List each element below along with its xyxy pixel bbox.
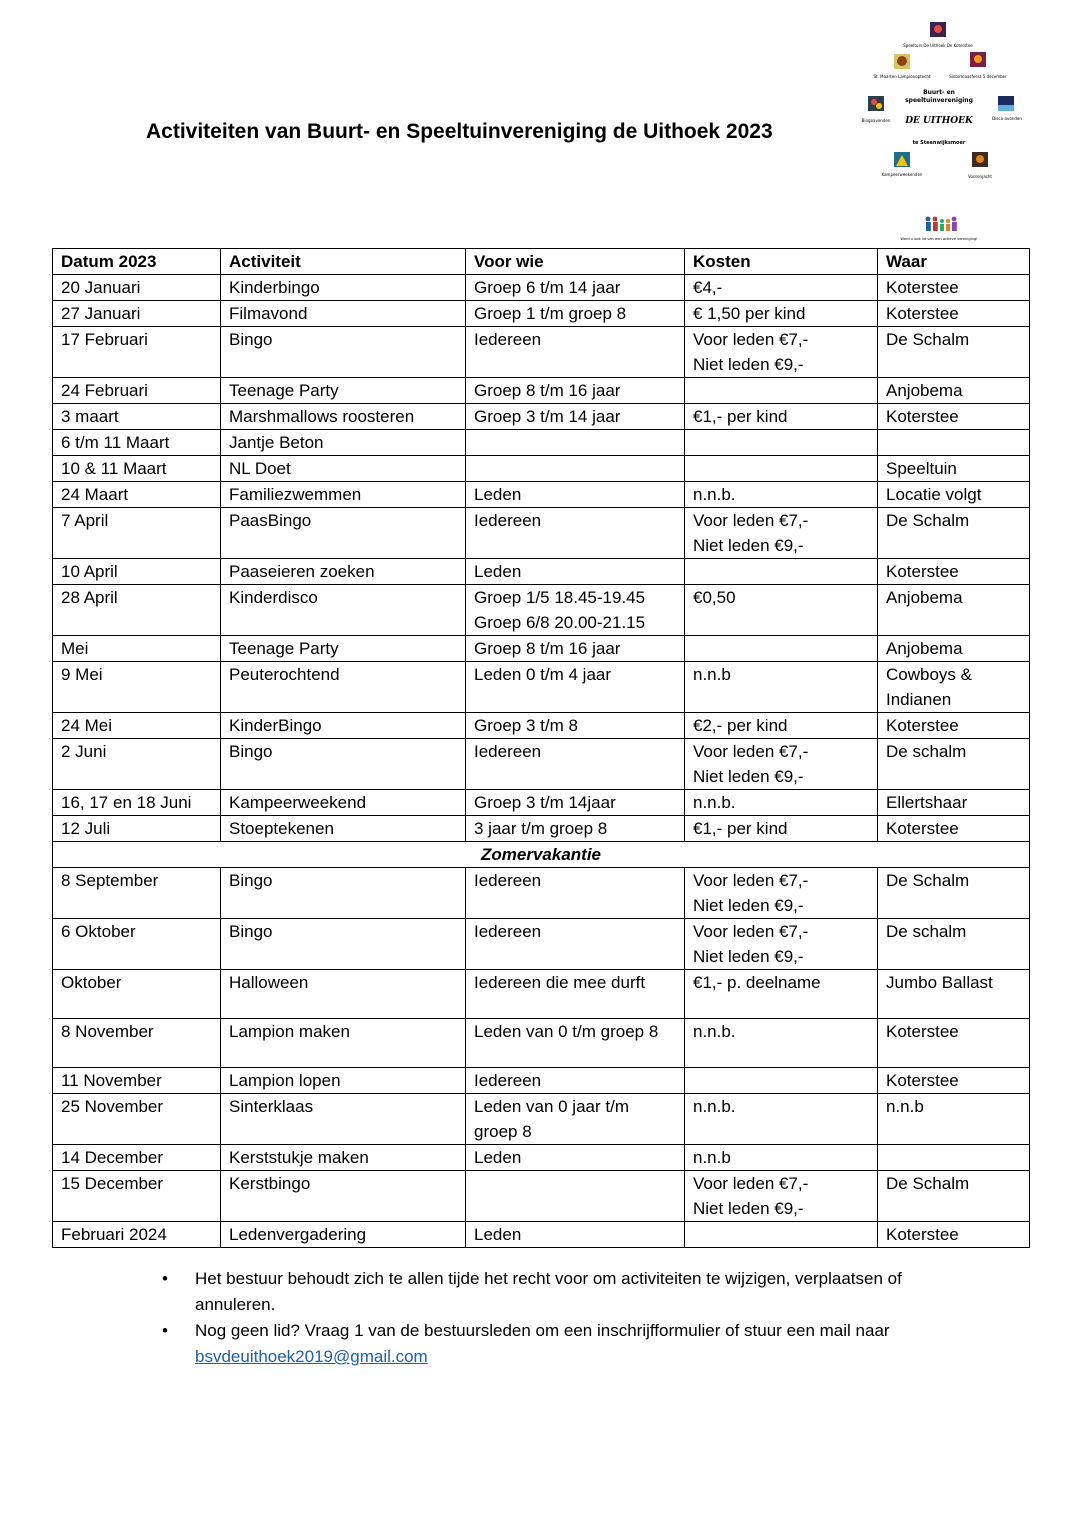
cell-location: De Schalm <box>878 868 1030 919</box>
cell-audience: Iedereen <box>466 327 685 378</box>
table-row <box>53 301 1030 327</box>
cell-audience: Groep 3 t/m 8 <box>466 713 685 739</box>
cell-date: 8 November <box>53 1019 221 1068</box>
cell-activity: Sinterklaas <box>221 1094 466 1145</box>
cell-audience: Groep 8 t/m 16 jaar <box>466 636 685 662</box>
cell-costs: Voor leden €7,- Niet leden €9,- <box>685 739 878 790</box>
cell-audience: Groep 1/5 18.45-19.45 Groep 6/8 20.00-21.15 <box>466 585 685 636</box>
cell-activity: Lampion maken <box>221 1019 466 1068</box>
cell-audience <box>466 430 685 456</box>
cell-activity: Bingo <box>221 919 466 970</box>
cell-audience: Leden <box>466 1145 685 1171</box>
cell-location: Koterstee <box>878 301 1030 327</box>
cell-costs: Voor leden €7,- Niet leden €9,- <box>685 327 878 378</box>
cell-costs: €1,- p. deelname <box>685 970 878 1019</box>
cell-costs: n.n.b. <box>685 482 878 508</box>
cell-date: 10 & 11 Maart <box>53 456 221 482</box>
cell-location: Koterstee <box>878 1222 1030 1248</box>
table-row <box>53 456 1030 482</box>
cell-costs: n.n.b. <box>685 1019 878 1068</box>
cell-activity: Kerstbingo <box>221 1171 466 1222</box>
cell-date: 24 Maart <box>53 482 221 508</box>
cell-audience: Groep 1 t/m groep 8 <box>466 301 685 327</box>
cell-date: 6 Oktober <box>53 919 221 970</box>
cell-location: De schalm <box>878 919 1030 970</box>
page-title: Activiteiten van Buurt- en Speeltuinvereniging de Uithoek 2023 <box>146 120 773 143</box>
svg-text:Buurt- en: Buurt- en <box>923 89 955 96</box>
svg-text:Word u ook lid van een actieve: Word u ook lid van een actieve vereniging! <box>900 237 978 241</box>
cell-date: 2 Juni <box>53 739 221 790</box>
cell-audience <box>466 456 685 482</box>
table-row <box>53 404 1030 430</box>
cell-location: Koterstee <box>878 559 1030 585</box>
cell-activity: Teenage Party <box>221 636 466 662</box>
cell-location: De Schalm <box>878 1171 1030 1222</box>
cell-audience <box>466 1171 685 1222</box>
table-row <box>53 430 1030 456</box>
cell-costs: Voor leden €7,- Niet leden €9,- <box>685 508 878 559</box>
table-section <box>53 842 1030 868</box>
column-header-costs: Kosten <box>685 249 878 275</box>
svg-text:Disco-avonden: Disco-avonden <box>992 116 1022 121</box>
cell-audience: Groep 3 t/m 14jaar <box>466 790 685 816</box>
cell-activity: Ledenvergadering <box>221 1222 466 1248</box>
cell-audience: Iedereen <box>466 868 685 919</box>
cell-date: 8 September <box>53 868 221 919</box>
table-row <box>53 378 1030 404</box>
cell-audience: Iedereen <box>466 739 685 790</box>
cell-location <box>878 1145 1030 1171</box>
cell-costs: Voor leden €7,- Niet leden €9,- <box>685 1171 878 1222</box>
cell-audience: Iedereen <box>466 919 685 970</box>
column-header-date: Datum 2023 <box>53 249 221 275</box>
cell-costs: Voor leden €7,- Niet leden €9,- <box>685 868 878 919</box>
cell-costs <box>685 636 878 662</box>
cell-audience: Groep 8 t/m 16 jaar <box>466 378 685 404</box>
cell-costs <box>685 456 878 482</box>
cell-date: 3 maart <box>53 404 221 430</box>
cell-location: Koterstee <box>878 404 1030 430</box>
cell-audience: Leden van 0 jaar t/m groep 8 <box>466 1094 685 1145</box>
table-row <box>53 1145 1030 1171</box>
cell-costs: €0,50 <box>685 585 878 636</box>
cell-activity: Jantje Beton <box>221 430 466 456</box>
cell-costs <box>685 378 878 404</box>
column-header-audience: Voor wie <box>466 249 685 275</box>
cell-activity: NL Doet <box>221 456 466 482</box>
cell-audience: Iedereen <box>466 1068 685 1094</box>
cell-location: Locatie volgt <box>878 482 1030 508</box>
cell-costs: n.n.b. <box>685 790 878 816</box>
table-row <box>53 327 1030 378</box>
cell-audience: Leden <box>466 559 685 585</box>
cell-activity: Stoeptekenen <box>221 816 466 842</box>
table-row <box>53 868 1030 919</box>
note-item <box>160 1318 980 1370</box>
cell-costs <box>685 1068 878 1094</box>
table-row <box>53 739 1030 790</box>
cell-audience: Leden <box>466 482 685 508</box>
cell-costs <box>685 1222 878 1248</box>
cell-location: Koterstee <box>878 1019 1030 1068</box>
cell-date: Mei <box>53 636 221 662</box>
cell-activity: Kampeerweekend <box>221 790 466 816</box>
cell-costs: n.n.b <box>685 662 878 713</box>
svg-text:te Steenwijksmoer: te Steenwijksmoer <box>912 140 966 146</box>
column-header-activity: Activiteit <box>221 249 466 275</box>
bullet-icon: • <box>162 1321 168 1340</box>
svg-text:DE UITHOEK: DE UITHOEK <box>905 116 973 126</box>
cell-costs: n.n.b. <box>685 1094 878 1145</box>
svg-text:Kampeerweekenden: Kampeerweekenden <box>881 172 923 177</box>
cell-location: Speeltuin <box>878 456 1030 482</box>
cell-date: 14 December <box>53 1145 221 1171</box>
column-header-location: Waar <box>878 249 1030 275</box>
cell-date: 24 Mei <box>53 713 221 739</box>
table-row <box>53 275 1030 301</box>
cell-audience: 3 jaar t/m groep 8 <box>466 816 685 842</box>
table-header-row <box>53 249 1030 275</box>
cell-audience: Groep 6 t/m 14 jaar <box>466 275 685 301</box>
table-row <box>53 970 1030 1019</box>
svg-text:Sinterklaasfeest 5 december: Sinterklaasfeest 5 december <box>949 74 1007 79</box>
cell-activity: Halloween <box>221 970 466 1019</box>
cell-date: 20 Januari <box>53 275 221 301</box>
cell-costs: €1,- per kind <box>685 404 878 430</box>
cell-activity: Kinderdisco <box>221 585 466 636</box>
cell-activity: Paaseieren zoeken <box>221 559 466 585</box>
svg-text:St. Maarten Lampionoptocht: St. Maarten Lampionoptocht <box>873 74 931 79</box>
cell-activity: Peuterochtend <box>221 662 466 713</box>
bullet-icon: • <box>162 1269 168 1288</box>
cell-location: n.n.b <box>878 1094 1030 1145</box>
table-row <box>53 1019 1030 1068</box>
cell-date: 11 November <box>53 1068 221 1094</box>
cell-activity: KinderBingo <box>221 713 466 739</box>
cell-location: Anjobema <box>878 378 1030 404</box>
cell-location: Cowboys & Indianen <box>878 662 1030 713</box>
cell-activity: Familiezwemmen <box>221 482 466 508</box>
cell-date: 7 April <box>53 508 221 559</box>
cell-costs: Voor leden €7,- Niet leden €9,- <box>685 919 878 970</box>
table-row <box>53 1068 1030 1094</box>
cell-activity: Kinderbingo <box>221 275 466 301</box>
cell-activity: Bingo <box>221 327 466 378</box>
table-row <box>53 1171 1030 1222</box>
cell-date: 6 t/m 11 Maart <box>53 430 221 456</box>
cell-audience: Iedereen die mee durft <box>466 970 685 1019</box>
svg-text:Vossenjacht: Vossenjacht <box>968 174 992 179</box>
cell-location: Ellertshaar <box>878 790 1030 816</box>
cell-date: 17 Februari <box>53 327 221 378</box>
note-item <box>160 1266 980 1318</box>
cell-activity: Lampion lopen <box>221 1068 466 1094</box>
cell-location: Jumbo Ballast <box>878 970 1030 1019</box>
cell-activity: Bingo <box>221 739 466 790</box>
note-text: Het bestuur behoudt zich te allen tijde het recht voor om activiteiten te wijzigen, verplaatsen of annuleren. <box>195 1269 902 1314</box>
section-label: Zomervakantie <box>53 842 1030 868</box>
cell-date: Februari 2024 <box>53 1222 221 1248</box>
cell-date: 12 Juli <box>53 816 221 842</box>
cell-location: De Schalm <box>878 327 1030 378</box>
table-row <box>53 919 1030 970</box>
cell-activity: Bingo <box>221 868 466 919</box>
cell-audience: Iedereen <box>466 508 685 559</box>
cell-costs: € 1,50 per kind <box>685 301 878 327</box>
table-row <box>53 713 1030 739</box>
cell-date: 28 April <box>53 585 221 636</box>
table-row <box>53 585 1030 636</box>
logo-people-icon <box>926 217 957 231</box>
cell-location: Anjobema <box>878 585 1030 636</box>
table-row <box>53 559 1030 585</box>
cell-location: Anjobema <box>878 636 1030 662</box>
cell-location: De schalm <box>878 739 1030 790</box>
cell-location: Koterstee <box>878 816 1030 842</box>
table-row <box>53 636 1030 662</box>
table-row <box>53 1222 1030 1248</box>
section-row-summer <box>53 842 1030 868</box>
table-row <box>53 1094 1030 1145</box>
table-row <box>53 482 1030 508</box>
note-text: Nog geen lid? Vraag 1 van de bestuursleden om een inschrijfformulier of stuur een mail naar <box>195 1321 890 1340</box>
cell-audience: Leden <box>466 1222 685 1248</box>
cell-location <box>878 430 1030 456</box>
cell-costs <box>685 430 878 456</box>
cell-date: 15 December <box>53 1171 221 1222</box>
svg-text:Bingoavonden: Bingoavonden <box>861 118 891 123</box>
cell-costs: n.n.b <box>685 1145 878 1171</box>
cell-date: 10 April <box>53 559 221 585</box>
table-row <box>53 662 1030 713</box>
cell-date: 24 Februari <box>53 378 221 404</box>
cell-date: 25 November <box>53 1094 221 1145</box>
cell-activity: PaasBingo <box>221 508 466 559</box>
table-row <box>53 790 1030 816</box>
cell-activity: Filmavond <box>221 301 466 327</box>
cell-costs: €1,- per kind <box>685 816 878 842</box>
table-row <box>53 508 1030 559</box>
cell-audience: Groep 3 t/m 14 jaar <box>466 404 685 430</box>
svg-text:speeltuinvereniging: speeltuinvereniging <box>905 97 973 104</box>
svg-text:Speeltuin De Uithoek De Koters: Speeltuin De Uithoek De Koterstee <box>903 43 973 48</box>
cell-costs <box>685 559 878 585</box>
table-body-after-summer <box>53 868 1030 1248</box>
cell-location: De Schalm <box>878 508 1030 559</box>
cell-location: Koterstee <box>878 1068 1030 1094</box>
cell-activity: Teenage Party <box>221 378 466 404</box>
cell-location: Koterstee <box>878 275 1030 301</box>
cell-location: Koterstee <box>878 713 1030 739</box>
cell-date: 16, 17 en 18 Juni <box>53 790 221 816</box>
table-row <box>53 816 1030 842</box>
table-body-before-summer <box>53 275 1030 842</box>
cell-date: 27 Januari <box>53 301 221 327</box>
activities-table <box>52 248 1030 1248</box>
club-logo <box>850 16 1028 246</box>
email-link[interactable]: bsvdeuithoek2019@gmail.com <box>195 1347 428 1366</box>
notes-list <box>160 1266 980 1370</box>
cell-date: 9 Mei <box>53 662 221 713</box>
cell-audience: Leden 0 t/m 4 jaar <box>466 662 685 713</box>
cell-activity: Kerststukje maken <box>221 1145 466 1171</box>
cell-costs: €4,- <box>685 275 878 301</box>
cell-audience: Leden van 0 t/m groep 8 <box>466 1019 685 1068</box>
cell-date: Oktober <box>53 970 221 1019</box>
cell-costs: €2,- per kind <box>685 713 878 739</box>
cell-activity: Marshmallows roosteren <box>221 404 466 430</box>
